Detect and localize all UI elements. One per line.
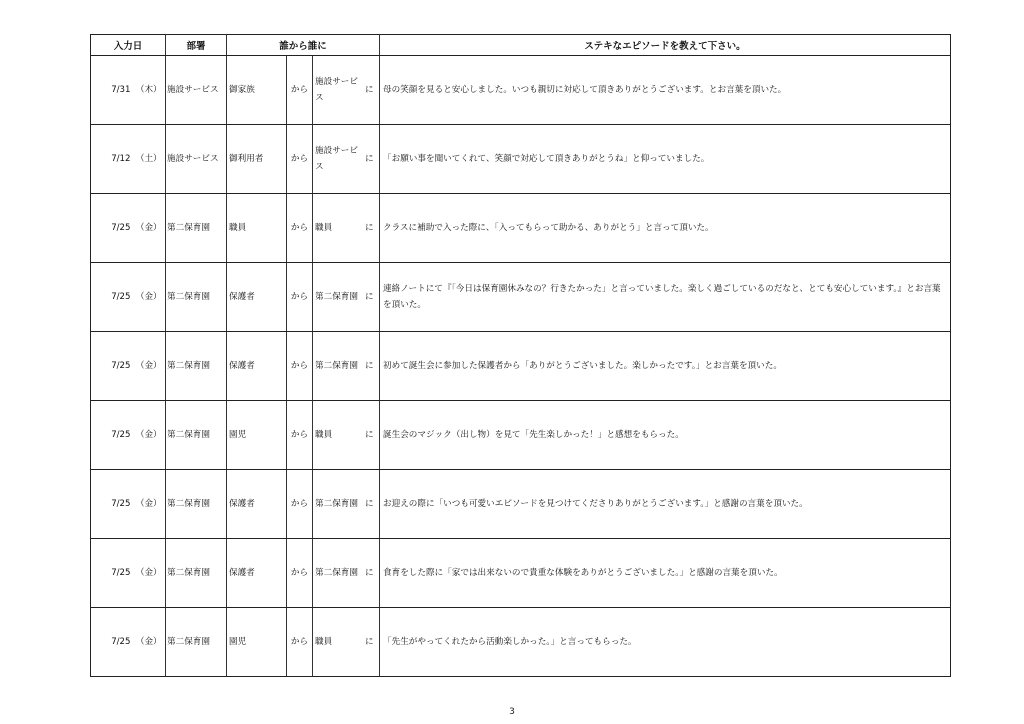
episode-cell: 母の笑顔を見ると安心しました。いつも親切に対応して頂きありがとうございます。とお言葉を頂いた。 [380, 56, 951, 125]
date-cell: 7/25 [91, 263, 133, 332]
ni-cell: に [360, 470, 380, 539]
episode-cell: 誕生会のマジック（出し物）を見て「先生楽しかった！」と感想をもらった。 [380, 401, 951, 470]
to-cell: 第二保育園 [313, 470, 360, 539]
date-cell: 7/25 [91, 401, 133, 470]
dept-cell: 施設サービス [166, 56, 227, 125]
date-cell: 7/31 [91, 56, 133, 125]
table-row [91, 608, 951, 677]
to-cell: 第二保育園 [313, 539, 360, 608]
table-row [91, 401, 951, 470]
from-cell: 園児 [227, 608, 287, 677]
header-dept: 部署 [166, 35, 227, 56]
ni-cell: に [360, 539, 380, 608]
from-cell: 御家族 [227, 56, 287, 125]
from-cell: 保護者 [227, 539, 287, 608]
weekday-cell: （金） [133, 332, 166, 401]
ni-cell: に [360, 401, 380, 470]
weekday-cell: （金） [133, 539, 166, 608]
table-row [91, 332, 951, 401]
kara-cell: から [287, 263, 313, 332]
to-cell: 第二保育園 [313, 332, 360, 401]
episode-cell: 食育をした際に「家では出来ないので貴重な体験をありがとうございました。」と感謝の言葉を頂いた。 [380, 539, 951, 608]
kara-cell: から [287, 125, 313, 194]
table-row [91, 56, 951, 125]
weekday-cell: （金） [133, 470, 166, 539]
ni-cell: に [360, 263, 380, 332]
to-cell: 第二保育園 [313, 263, 360, 332]
episode-cell: 初めて誕生会に参加した保護者から「ありがとうございました。楽しかったです。」とお言葉を頂いた。 [380, 332, 951, 401]
date-cell: 7/25 [91, 470, 133, 539]
episode-table [90, 34, 951, 677]
table-row [91, 125, 951, 194]
from-cell: 保護者 [227, 470, 287, 539]
kara-cell: から [287, 194, 313, 263]
ni-cell: に [360, 125, 380, 194]
to-cell: 施設サービス [313, 125, 360, 194]
dept-cell: 第二保育園 [166, 332, 227, 401]
from-cell: 園児 [227, 401, 287, 470]
table-row [91, 539, 951, 608]
to-cell: 施設サービス [313, 56, 360, 125]
table-row [91, 470, 951, 539]
table-row [91, 263, 951, 332]
ni-cell: に [360, 56, 380, 125]
table-row [91, 194, 951, 263]
from-cell: 保護者 [227, 332, 287, 401]
kara-cell: から [287, 401, 313, 470]
kara-cell: から [287, 608, 313, 677]
kara-cell: から [287, 56, 313, 125]
weekday-cell: （金） [133, 194, 166, 263]
to-cell: 職員 [313, 608, 360, 677]
episode-cell: 連絡ノートにて『「今日は保育園休みなの？行きたかった」と言っていました。楽しく過ごしているのだなと、とても安心しています。』とお言葉を頂いた。 [380, 263, 951, 332]
dept-cell: 第二保育園 [166, 539, 227, 608]
weekday-cell: （金） [133, 263, 166, 332]
header-date: 入力日 [91, 35, 166, 56]
header-row [91, 35, 951, 56]
kara-cell: から [287, 470, 313, 539]
episode-cell: お迎えの際に「いつも可愛いエピソードを見つけてくださりありがとうございます。」と感謝の言葉を頂いた。 [380, 470, 951, 539]
ni-cell: に [360, 194, 380, 263]
dept-cell: 第二保育園 [166, 401, 227, 470]
to-cell: 職員 [313, 401, 360, 470]
kara-cell: から [287, 539, 313, 608]
dept-cell: 第二保育園 [166, 263, 227, 332]
date-cell: 7/25 [91, 539, 133, 608]
date-cell: 7/25 [91, 608, 133, 677]
to-cell: 職員 [313, 194, 360, 263]
weekday-cell: （金） [133, 608, 166, 677]
dept-cell: 施設サービス [166, 125, 227, 194]
date-cell: 7/12 [91, 125, 133, 194]
weekday-cell: （土） [133, 125, 166, 194]
from-cell: 保護者 [227, 263, 287, 332]
header-episode: ステキなエピソードを教えて下さい。 [380, 35, 951, 56]
episode-cell: 「お願い事を聞いてくれて、笑顔で対応して頂きありがとうね」と仰っていました。 [380, 125, 951, 194]
kara-cell: から [287, 332, 313, 401]
dept-cell: 第二保育園 [166, 194, 227, 263]
date-cell: 7/25 [91, 332, 133, 401]
episode-cell: 「先生がやってくれたから活動楽しかった。」と言ってもらった。 [380, 608, 951, 677]
weekday-cell: （金） [133, 401, 166, 470]
dept-cell: 第二保育園 [166, 470, 227, 539]
from-cell: 御利用者 [227, 125, 287, 194]
header-from-to: 誰から誰に [227, 35, 380, 56]
page-number: 3 [509, 707, 515, 717]
weekday-cell: （木） [133, 56, 166, 125]
dept-cell: 第二保育園 [166, 608, 227, 677]
episode-cell: クラスに補助で入った際に、「入ってもらって助かる、ありがとう」と言って頂いた。 [380, 194, 951, 263]
from-cell: 職員 [227, 194, 287, 263]
ni-cell: に [360, 332, 380, 401]
ni-cell: に [360, 608, 380, 677]
date-cell: 7/25 [91, 194, 133, 263]
